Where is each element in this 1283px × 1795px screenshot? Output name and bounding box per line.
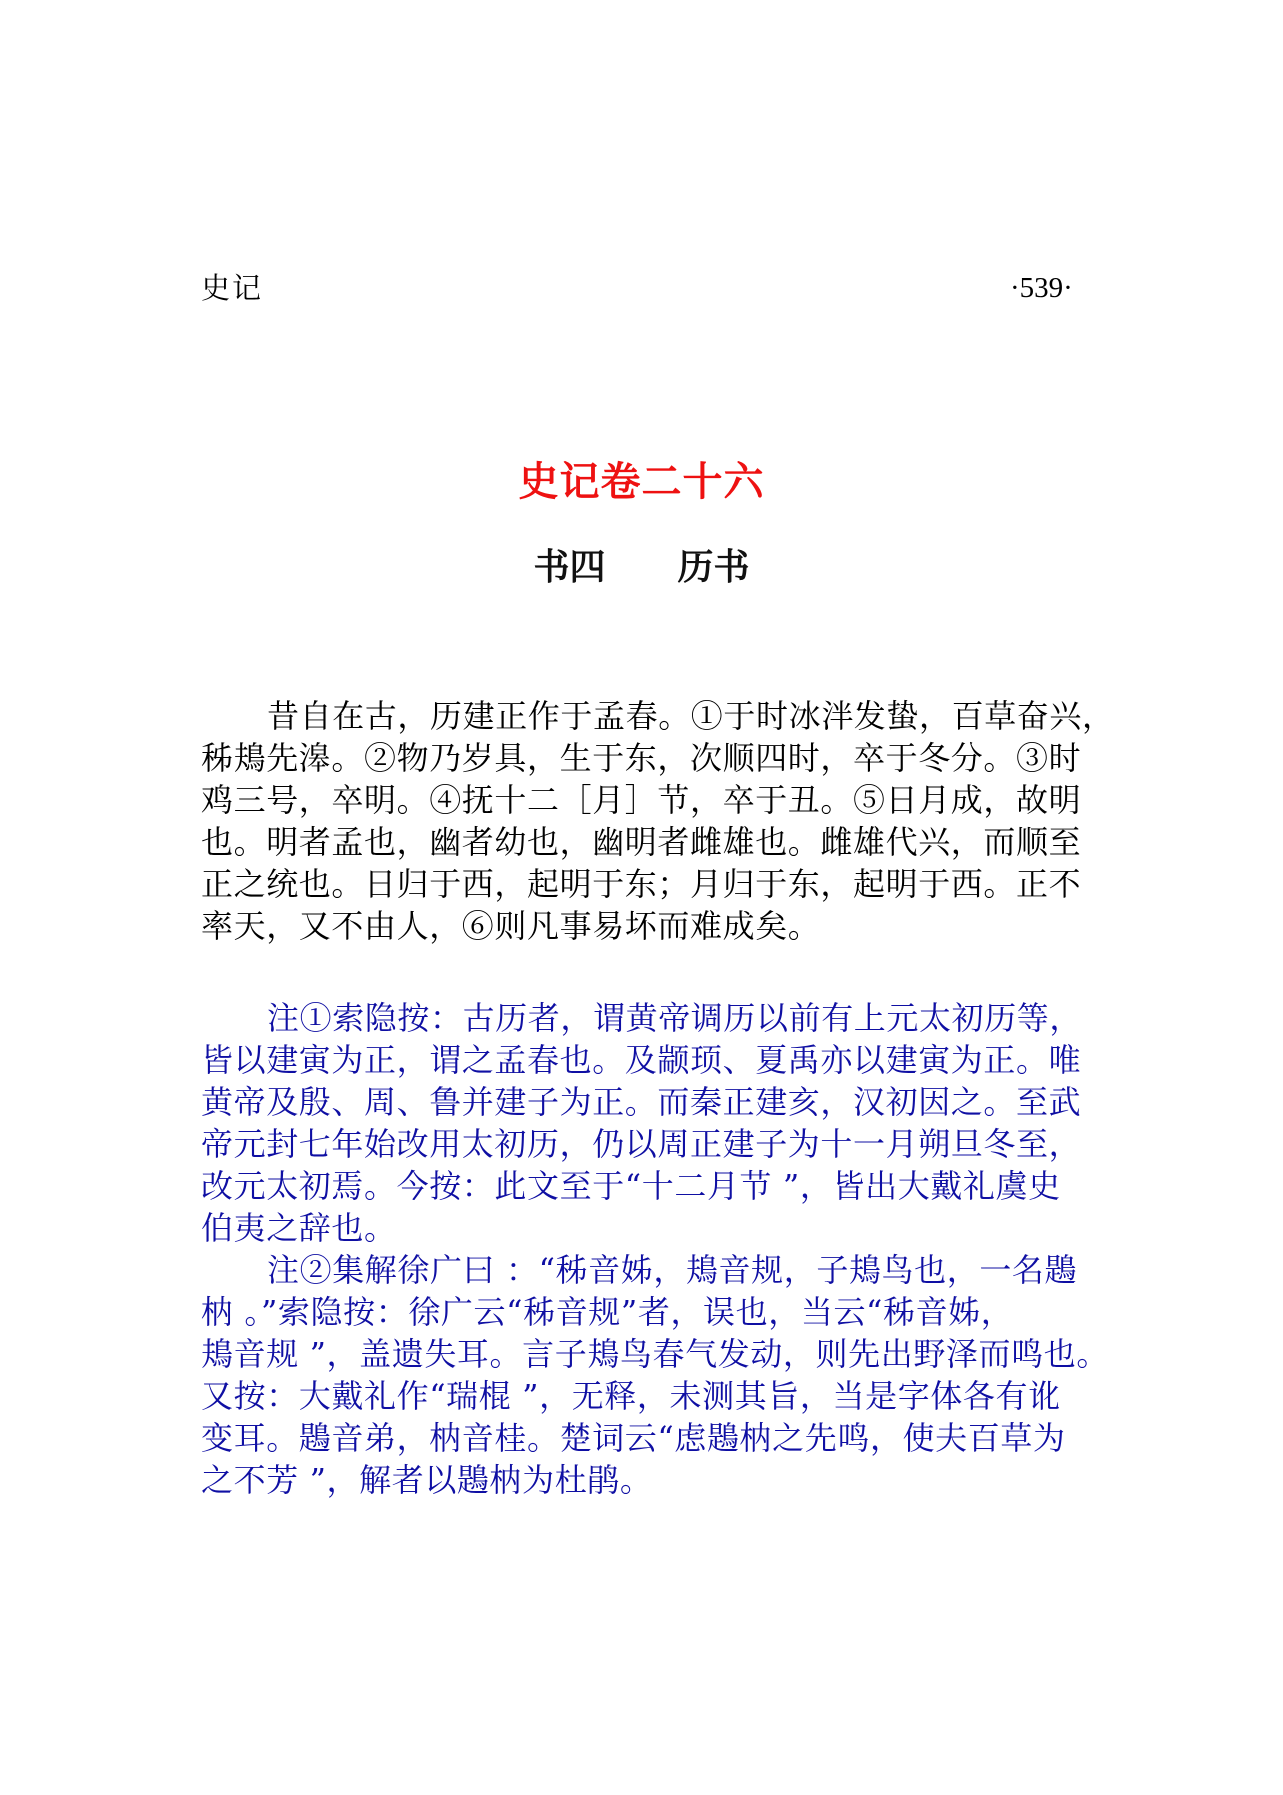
note-line: 伯夷之辞也。 [201, 1209, 397, 1247]
main-text-line: 秭鳺先滜。②物乃岁具，生于东，次顺四时，卒于冬分。③时 [201, 739, 1082, 777]
chapter-subtitle: 书四 历书 [533, 547, 750, 588]
note-line: 注①索隐按：古历者，谓黄帝调历以前有上元太初历等， [267, 999, 1083, 1037]
main-text-line: 昔自在古，历建正作于孟春。①于时冰泮发蛰，百草奋兴， [267, 697, 1115, 735]
note-line: 之不芳 ”，解者以鶗枘为杜鹃。 [201, 1461, 653, 1499]
note-line: 改元太初焉。今按：此文至于“十二月节 ”，皆出大戴礼虞史 [201, 1167, 1061, 1205]
note-line: 鳺音规 ”，盖遗失耳。言子鳺鸟春气发动，则先出野泽而鸣也。 [201, 1335, 1109, 1373]
main-text-line: 率天，又不由人，⑥则凡事易坏而难成矣。 [201, 907, 821, 945]
main-text-line: 也。明者孟也，幽者幼也，幽明者雌雄也。雌雄代兴，而顺至 [201, 823, 1082, 861]
running-header-book-title: 史记 [201, 271, 264, 305]
page-number: ·539· [1010, 272, 1073, 304]
note-line: 皆以建寅为正，谓之孟春也。及颛顼、夏禹亦以建寅为正。唯 [201, 1041, 1082, 1079]
note-line: 注②集解徐广曰 ：“秭音姊，鳺音规，子鳺鸟也，一名鶗 [267, 1251, 1078, 1289]
main-text-line: 正之统也。日归于西，起明于东；月归于东，起明于西。正不 [201, 865, 1082, 903]
main-text-line: 鸡三号，卒明。④抚十二［月］节，卒于丑。⑤日月成，故明 [201, 781, 1082, 819]
note-line: 又按：大戴礼作“瑞棍 ”，无释，未测其旨，当是字体各有讹 [201, 1377, 1061, 1415]
note-line: 变耳。鶗音弟，枘音桂。楚词云“虑鶗枘之先鸣，使夫百草为 [201, 1419, 1066, 1457]
volume-title: 史记卷二十六 [518, 459, 765, 505]
note-line: 枘 。”索隐按：徐广云“秭音规”者，误也，当云“秭音姊， [201, 1293, 1014, 1331]
note-line: 帝元封七年始改用太初历，仍以周正建子为十一月朔旦冬至， [201, 1125, 1082, 1163]
note-line: 黄帝及殷、周、鲁并建子为正。而秦正建亥，汉初因之。至武 [201, 1083, 1082, 1121]
